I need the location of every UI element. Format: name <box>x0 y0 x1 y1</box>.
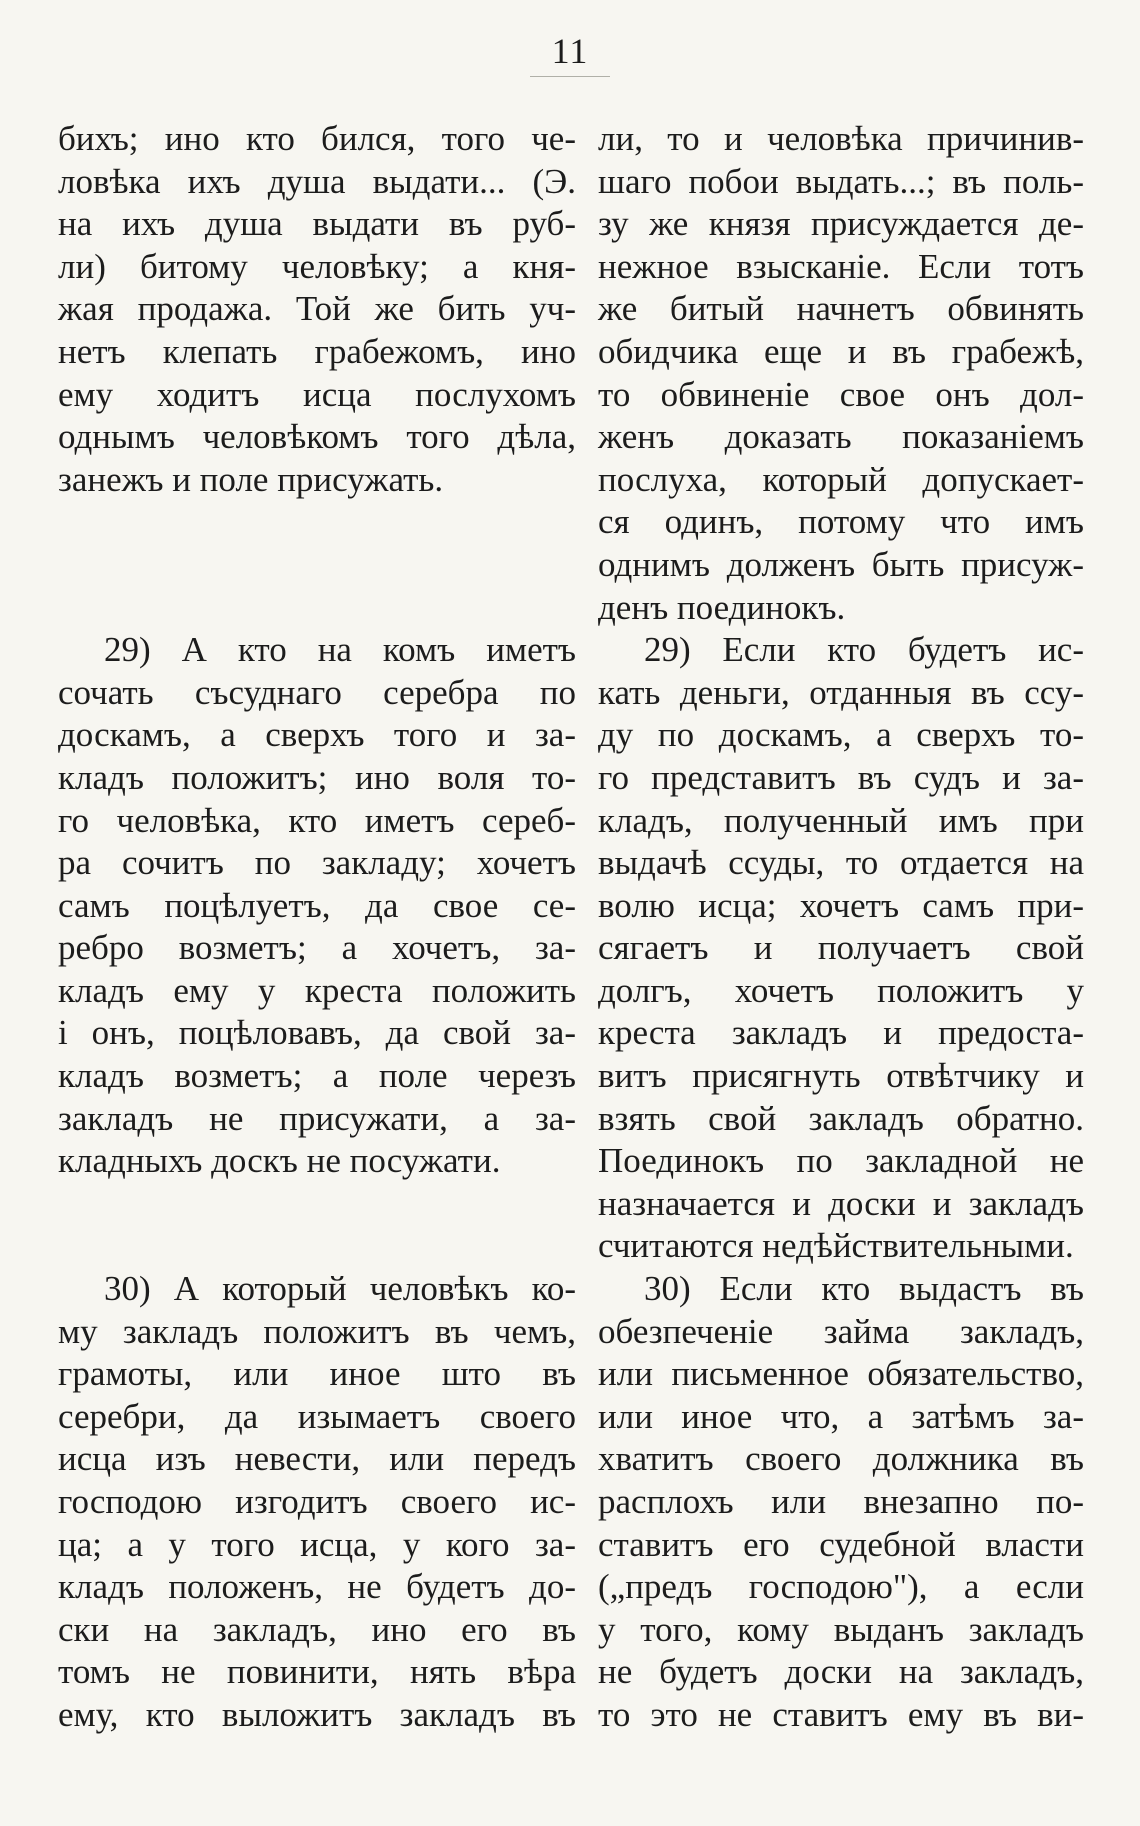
text-line: ловѣка ихъ душа выдати... (Э. <box>58 161 576 201</box>
text-line: го представитъ въ судъ и за- <box>598 757 1084 797</box>
text-line: доскамъ, а сверхъ того и за- <box>58 715 576 755</box>
text-line: му закладъ положитъ въ чемъ, <box>58 1311 576 1351</box>
text-line: или письменное обязательство, <box>598 1354 1084 1394</box>
text-line: считаются недѣйствительными. <box>598 1226 1074 1266</box>
text-line: ставитъ его судебной власти <box>598 1524 1084 1564</box>
text-line: сягаетъ и получаетъ свой <box>598 928 1084 968</box>
text-line: волю исца; хочетъ самъ при- <box>598 885 1084 925</box>
text-line <box>58 544 576 587</box>
text-line: то обвиненіе свое онъ дол- <box>598 374 1084 414</box>
text-line: не будетъ доски на закладъ, <box>598 1652 1084 1692</box>
text-line: самъ поцѣлуетъ, да свое се- <box>58 885 576 925</box>
text-line: или иное что, а затѣмъ за- <box>598 1396 1084 1436</box>
text-line: кладъ положитъ; ино воля то- <box>58 757 576 797</box>
text-line: бихъ; ино кто бился, того че- <box>58 119 576 158</box>
text-line: на ихъ душа выдати въ руб- <box>58 204 576 244</box>
text-line: 29) А кто на комъ иметъ <box>104 630 576 670</box>
text-line: хватитъ своего должника въ <box>598 1439 1084 1479</box>
text-line: і онъ, поцѣловавъ, да свой за- <box>58 1013 576 1053</box>
right-column-translation-text <box>598 118 1084 1737</box>
text-line: го человѣка, кто иметъ сереб- <box>58 800 576 840</box>
text-line: у того, кому выданъ закладъ <box>598 1609 1084 1649</box>
text-line: грамоты, или иное што въ <box>58 1354 576 1394</box>
text-line: ски на закладъ, ино его въ <box>58 1609 576 1649</box>
text-line: шаго побои выдать...; въ поль- <box>598 161 1084 201</box>
text-line: ребро возметъ; а хочетъ, за- <box>58 928 576 968</box>
text-line <box>58 501 576 544</box>
text-line <box>58 1183 576 1226</box>
text-line: обезпеченіе займа закладъ, <box>598 1311 1084 1351</box>
text-line: долгъ, хочетъ положитъ у <box>598 970 1084 1010</box>
text-line: ему, кто выложитъ закладъ въ <box>58 1694 576 1734</box>
text-line: однымъ человѣкомъ того дѣла, <box>58 417 576 457</box>
text-line: кладъ, полученный имъ при <box>598 800 1084 840</box>
text-line: витъ присягнуть отвѣтчику и <box>598 1056 1084 1096</box>
text-line: женъ доказать показаніемъ <box>598 417 1084 457</box>
text-line: нетъ клепать грабежомъ, ино <box>58 331 576 371</box>
text-line: то это не ставитъ ему въ ви- <box>598 1694 1084 1734</box>
text-line: взять свой закладъ обратно. <box>598 1098 1084 1138</box>
text-line: Поединокъ по закладной не <box>598 1141 1084 1181</box>
text-line: кладныхъ доскъ не посужати. <box>58 1141 501 1181</box>
text-line: 30) А который человѣкъ ко- <box>104 1269 576 1309</box>
text-line: исца изъ невести, или передъ <box>58 1439 576 1479</box>
text-line: однимъ долженъ быть присуж- <box>598 544 1084 584</box>
text-line: расплохъ или внезапно по- <box>598 1482 1084 1521</box>
text-line: нежное взысканіе. Если тотъ <box>598 246 1084 286</box>
text-line: зу же князя присуждается де- <box>598 204 1084 244</box>
text-line: ему ходитъ исца послухомъ <box>58 374 576 414</box>
text-line: кладъ возметъ; а поле черезъ <box>58 1056 576 1096</box>
text-line: послуха, который допускает- <box>598 459 1084 499</box>
text-line: ца; а у того исца, у кого за- <box>58 1524 576 1564</box>
text-line <box>58 587 576 630</box>
left-column-old-russian-text <box>58 118 576 1737</box>
text-line: ли) битому человѣку; а кня- <box>58 246 576 286</box>
text-line: ра сочитъ по закладу; хочетъ <box>58 843 576 883</box>
text-line <box>58 1225 576 1268</box>
text-line: же битый начнетъ обвинять <box>598 289 1084 329</box>
text-line: закладъ не присужати, а за- <box>58 1098 576 1138</box>
text-line: томъ не повинити, нять вѣра <box>58 1652 576 1692</box>
text-line: ли, то и человѣка причинив- <box>598 119 1084 158</box>
text-line: выдачѣ ссуды, то отдается на <box>598 843 1084 883</box>
text-line: кладъ положенъ, не будетъ до- <box>58 1567 576 1607</box>
text-line: кать деньги, отданныя въ ссу- <box>598 672 1084 712</box>
text-line: 29) Если кто будетъ ис- <box>644 630 1084 670</box>
text-line: денъ поединокъ. <box>598 587 846 627</box>
text-line: серебри, да изымаетъ своего <box>58 1396 576 1436</box>
text-line: ду по доскамъ, а сверхъ то- <box>598 715 1084 755</box>
text-line: ся одинъ, потому что имъ <box>598 502 1084 542</box>
text-line: кладъ ему у креста положить <box>58 970 576 1010</box>
text-line: („предъ господою"), а если <box>598 1567 1084 1607</box>
page-number-rule <box>530 76 610 77</box>
text-line: сочать съсуднаго серебра по <box>58 672 576 712</box>
text-line: жая продажа. Той же бить уч- <box>58 289 576 329</box>
text-line: господою изгодитъ своего ис- <box>58 1482 576 1521</box>
page-number: 11 <box>551 31 589 71</box>
text-line: назначается и доски и закладъ <box>598 1183 1084 1223</box>
text-line: креста закладъ и предоста- <box>598 1013 1084 1053</box>
text-line: обидчика еще и въ грабежѣ, <box>598 331 1084 371</box>
text-line: занежъ и поле присужать. <box>58 459 444 499</box>
text-line: 30) Если кто выдастъ въ <box>644 1269 1084 1309</box>
